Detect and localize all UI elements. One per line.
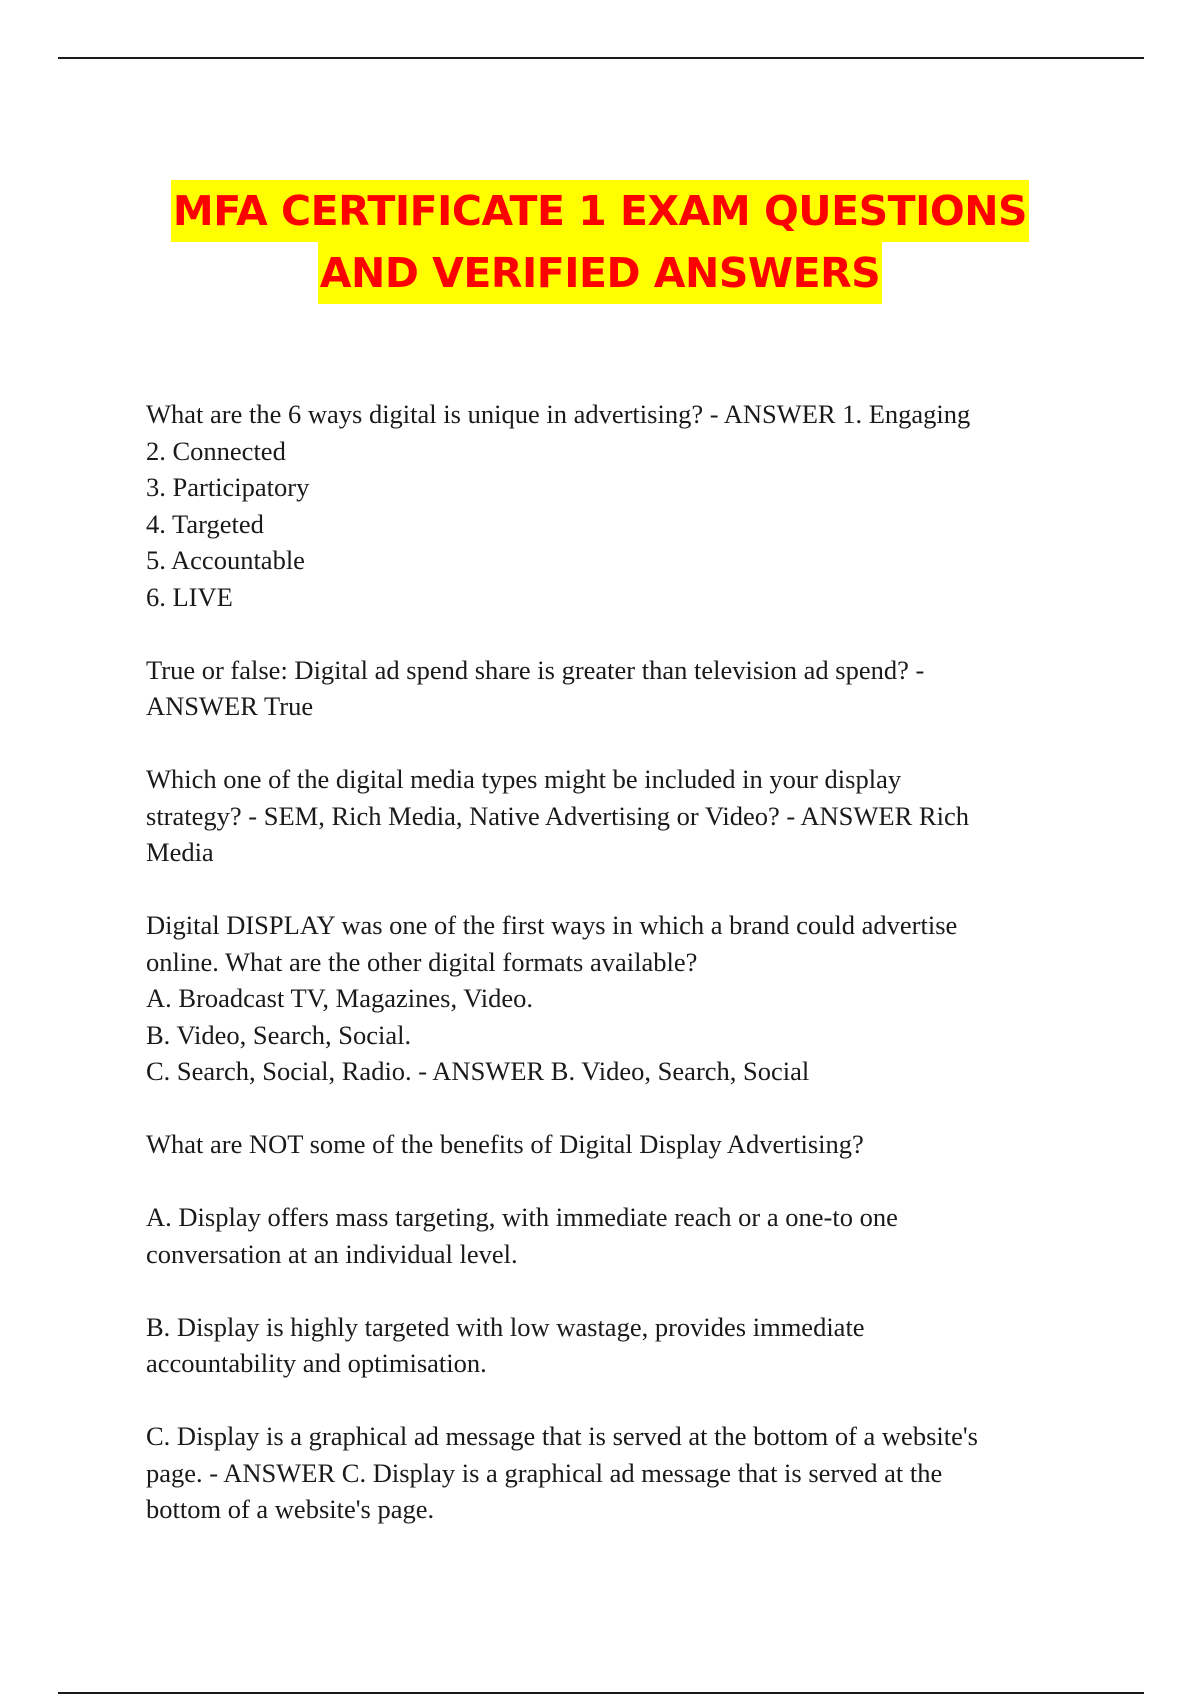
text-line: What are the 6 ways digital is unique in advertising? - ANSWER 1. Engaging	[146, 399, 971, 429]
qa-item-display-strategy	[146, 761, 1066, 871]
text-line: 6. LIVE	[146, 581, 233, 612]
qa-item-option-b	[146, 1309, 1066, 1382]
text-line: online. What are the other digital formats available?	[146, 946, 698, 977]
text-line: Media	[146, 837, 214, 867]
document-title	[0, 180, 1200, 304]
title-line-2: AND VERIFIED ANSWERS	[318, 242, 882, 304]
text-line: A. Broadcast TV, Magazines, Video.	[146, 983, 534, 1013]
document-body	[146, 396, 1066, 1564]
text-line: C. Search, Social, Radio. - ANSWER B. Video, Search, Social	[146, 1056, 810, 1086]
footer-rule	[58, 1692, 1144, 1694]
text-line: C. Display is a graphical ad message that is served at the bottom of a website's	[146, 1421, 978, 1451]
text-line: conversation at an individual level.	[146, 1238, 518, 1269]
qa-item-option-c	[146, 1418, 1066, 1528]
text-line: strategy? - SEM, Rich Media, Native Advertising or Video? - ANSWER Rich	[146, 800, 969, 831]
text-line: What are NOT some of the benefits of Digital Display Advertising?	[146, 1129, 864, 1159]
qa-item-ad-spend	[146, 652, 1066, 725]
text-line: page. - ANSWER C. Display is a graphical ad message that is served at the	[146, 1457, 943, 1488]
qa-item-not-benefits-question	[146, 1126, 1066, 1163]
text-line: accountability and optimisation.	[146, 1348, 487, 1378]
text-line: 3. Participatory	[146, 472, 310, 502]
qa-item-unique-ways	[146, 396, 1066, 615]
text-line: 2. Connected	[146, 435, 286, 466]
text-line: True or false: Digital ad spend share is greater than television ad spend? -	[146, 654, 925, 685]
title-line-1: MFA CERTIFICATE 1 EXAM QUESTIONS	[171, 180, 1029, 242]
qa-item-digital-formats	[146, 907, 1066, 1090]
text-line: Digital DISPLAY was one of the first ways in which a brand could advertise	[146, 910, 958, 940]
text-line: Which one of the digital media types might be included in your display	[146, 764, 902, 794]
header-rule	[58, 57, 1144, 59]
text-line: bottom of a website's page.	[146, 1494, 435, 1524]
text-line: A. Display offers mass targeting, with immediate reach or a one-to one	[146, 1202, 898, 1232]
text-line: 5. Accountable	[146, 545, 305, 575]
text-line: B. Display is highly targeted with low wastage, provides immediate	[146, 1311, 865, 1342]
text-line: ANSWER True	[146, 691, 314, 721]
text-line: 4. Targeted	[146, 508, 264, 539]
qa-item-option-a	[146, 1199, 1066, 1272]
text-line: B. Video, Search, Social.	[146, 1019, 412, 1050]
